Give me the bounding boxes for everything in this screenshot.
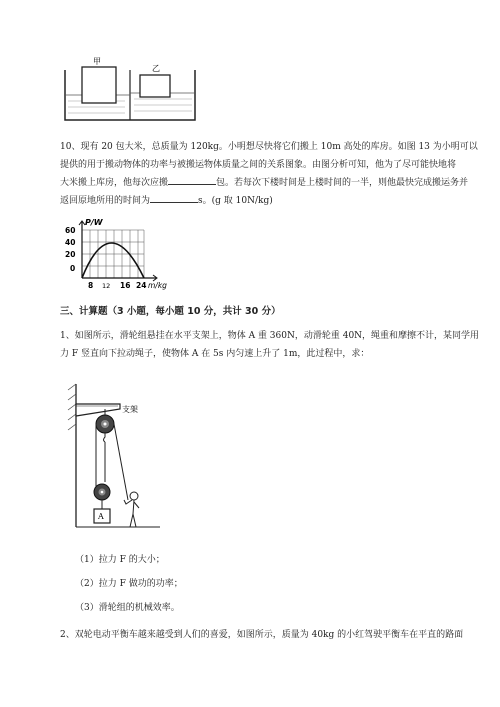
q10-line-4b: s。(g 取 10N/kg) [198, 196, 273, 206]
q1-sub-3: （3）滑轮组的机械效率。 [75, 603, 180, 613]
x-axis-label: m/kg [148, 281, 167, 290]
x-tick-16: 16 [120, 281, 131, 290]
label-yi: 乙 [152, 64, 160, 73]
section-3-heading: 三、计算题（3 小题，每小题 10 分，共计 30 分） [60, 306, 281, 317]
y-tick-40: 40 [65, 238, 76, 247]
x-tick-12: 12 [102, 282, 111, 290]
q10-line-4 [60, 193, 273, 210]
q10-line-4a: 返回原地所用的时间为 [60, 196, 151, 206]
y-tick-0: 0 [70, 264, 76, 273]
q2-line-1: 2、双轮电动平衡车越来越受到人们的喜爱，如图所示，质量为 40kg 的小红驾驶平衡车在平直的路面 [60, 630, 464, 640]
block-yi [140, 75, 170, 97]
q10-line-3a: 大米搬上库房，他每次应搬 [60, 178, 169, 188]
q1-line-2: 力 F 竖直向下拉动绳子，使物体 A 在 5s 内匀速上升了 1m，此过程中，求： [60, 349, 370, 359]
power-mass-graph [58, 216, 178, 291]
block-a-label: A [98, 512, 104, 521]
y-axis-label: P/W [85, 218, 103, 227]
support-label: 支架 [122, 405, 138, 414]
block-jia [82, 67, 116, 103]
power-curve [82, 243, 144, 278]
tank-figure [60, 55, 200, 125]
pulley-figure [60, 382, 180, 532]
y-tick-60: 60 [65, 226, 76, 235]
q1-sub-2: （2）拉力 F 做功的功率； [75, 579, 183, 589]
answer-blank-time[interactable] [150, 202, 198, 203]
q1-line-1: 1、如图所示，滑轮组悬挂在水平支架上，物体 A 重 360N，动滑轮重 40N，绳重和摩擦不计，某同学用 [60, 331, 480, 341]
q10-line-2: 提供的用于搬动物体的功率与被搬运物体质量之间的关系图象。由图分析可知，他为了尽可能快地将 [60, 160, 457, 170]
q10-line-3b: 包。若每次下楼时间是上楼时间的一半，则他最快完成搬运务并 [216, 178, 469, 188]
q10-line-3 [60, 175, 468, 192]
x-tick-24: 24 [136, 281, 147, 290]
person-figure [124, 492, 139, 527]
q10-line-1: 10、现有 20 包大米，总质量为 120kg。小明想尽快将它们搬上 10m 高处的库房。如图 13 为小明可以 [60, 142, 478, 152]
x-tick-8: 8 [88, 281, 94, 290]
q1-sub-1: （1）拉力 F 的大小； [75, 555, 165, 565]
answer-blank-bags[interactable] [168, 184, 216, 185]
y-tick-20: 20 [65, 250, 76, 259]
label-jia: 甲 [93, 57, 101, 66]
